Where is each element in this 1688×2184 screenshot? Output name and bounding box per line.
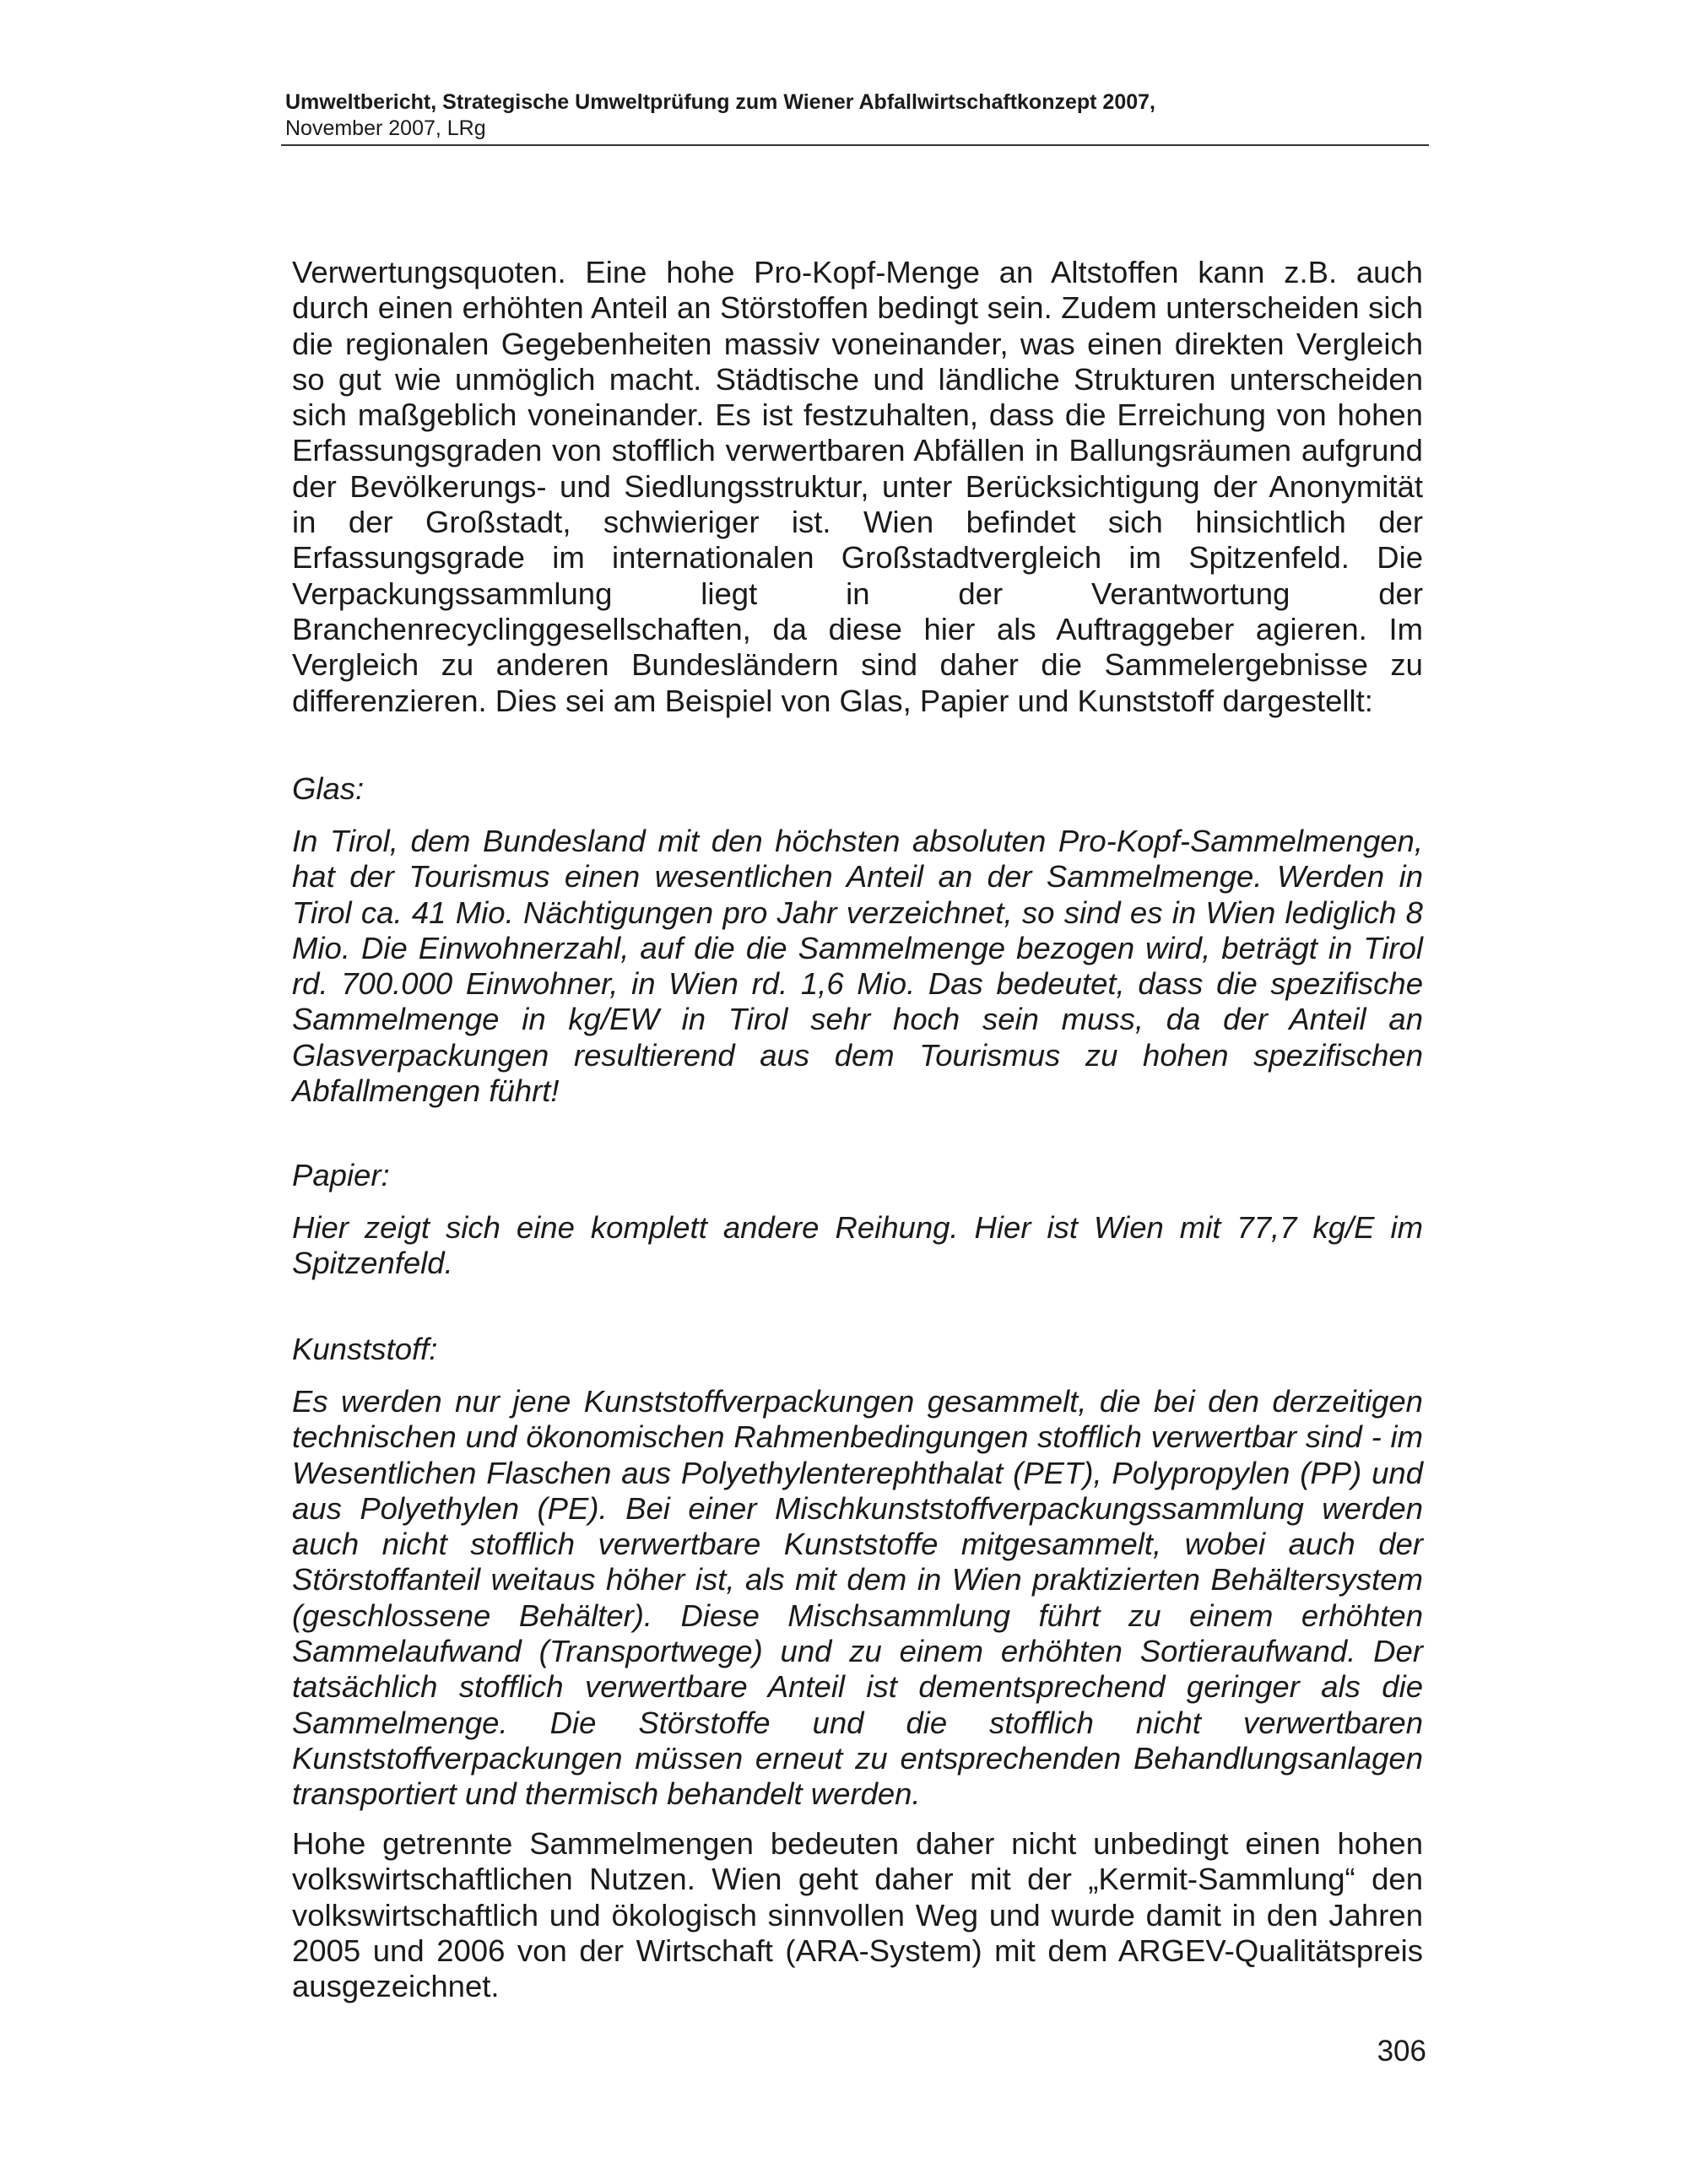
header-divider [281,144,1429,146]
papier-heading: Papier: [292,1158,390,1192]
header-title: Umweltbericht, Strategische Umweltprüfung zum Wiener Abfallwirtschaftkonzept 2007, [285,90,1155,114]
papier-paragraph: Hier zeigt sich eine komplett andere Reihung. Hier ist Wien mit 77,7 kg/E im Spitzenfeld. [292,1210,1423,1281]
header-subtitle: November 2007, LRg [285,116,486,140]
kunststoff-heading: Kunststoff: [292,1332,438,1366]
intro-paragraph: Verwertungsquoten. Eine hohe Pro-Kopf-Menge an Altstoffen kann z.B. auch durch einen erhöhten Anteil an Störstoffen bedingt sein. Zudem unterscheiden sich die regionalen Gegebenheiten massiv voneinander, was einen direkten Vergleich so gut wie unmöglich macht. Städtische und ländliche Strukturen unterscheiden sich maßgeblich voneinander. Es ist festzuhalten, dass die Erreichung von hohen Erfassungsgraden von stofflich verwertbaren Abfällen in Ballungsräumen aufgrund der Bevölkerungs- und Siedlungsstruktur, unter Berücksichtigung der Anonymität in der Großstadt, schwieriger ist. Wien befindet sich hinsichtlich der Erfassungsgrade im internationalen Großstadtvergleich im Spitzenfeld. Die Verpackungssammlung liegt in der Verantwortung der Branchenrecyclinggesellschaften, da diese hier als Auftraggeber agieren. Im Vergleich zu anderen Bundesländern sind daher die Sammelergebnisse zu differenzieren. Dies sei am Beispiel von Glas, Papier und Kunststoff dargestellt: [292,255,1423,718]
page-header [285,89,1426,142]
glas-heading: Glas: [292,771,365,806]
page-number: 306 [1377,2035,1426,2068]
glas-paragraph: In Tirol, dem Bundesland mit den höchsten absoluten Pro-Kopf-Sammelmengen, hat der Tourismus einen wesentlichen Anteil an der Sammelmenge. Werden in Tirol ca. 41 Mio. Nächtigungen pro Jahr verzeichnet, so sind es in Wien lediglich 8 Mio. Die Einwohnerzahl, auf die die Sammelmenge bezogen wird, beträgt in Tirol rd. 700.000 Einwohner, in Wien rd. 1,6 Mio. Das bedeutet, dass die spezifische Sammelmenge in kg/EW in Tirol sehr hoch sein muss, da der Anteil an Glasverpackungen resultierend aus dem Tourismus zu hohen spezifischen Abfallmengen führt! [292,824,1423,1109]
conclusion-paragraph: Hohe getrennte Sammelmengen bedeuten daher nicht unbedingt einen hohen volkswirtschaftlichen Nutzen. Wien geht daher mit der „Kermit-Sammlung“ den volkswirtschaftlich und ökologisch sinnvollen Weg und wurde damit in den Jahren 2005 und 2006 von der Wirtschaft (ARA-System) mit dem ARGEV-Qualitätspreis ausgezeichnet. [292,1826,1423,2004]
kunststoff-paragraph: Es werden nur jene Kunststoffverpackungen gesammelt, die bei den derzeitigen technischen und ökonomischen Rahmenbedingungen stofflich verwertbar sind - im Wesentlichen Flaschen aus Polyethylenterephthalat (PET), Polypropylen (PP) und aus Polyethylen (PE). Bei einer Mischkunststoffverpackungssammlung werden auch nicht stofflich verwertbare Kunststoffe mitgesammelt, wobei auch der Störstoffanteil weitaus höher ist, als mit dem in Wien praktizierten Behältersystem (geschlossene Behälter). Diese Mischsammlung führt zu einem erhöhten Sammelaufwand (Transportwege) und zu einem erhöhten Sortieraufwand. Der tatsächlich stofflich verwertbare Anteil ist dementsprechend geringer als die Sammelmenge. Die Störstoffe und die stofflich nicht verwertbaren Kunststoffverpackungen müssen erneut zu entsprechenden Behandlungsanlagen transportiert und thermisch behandelt werden. [292,1384,1423,1812]
